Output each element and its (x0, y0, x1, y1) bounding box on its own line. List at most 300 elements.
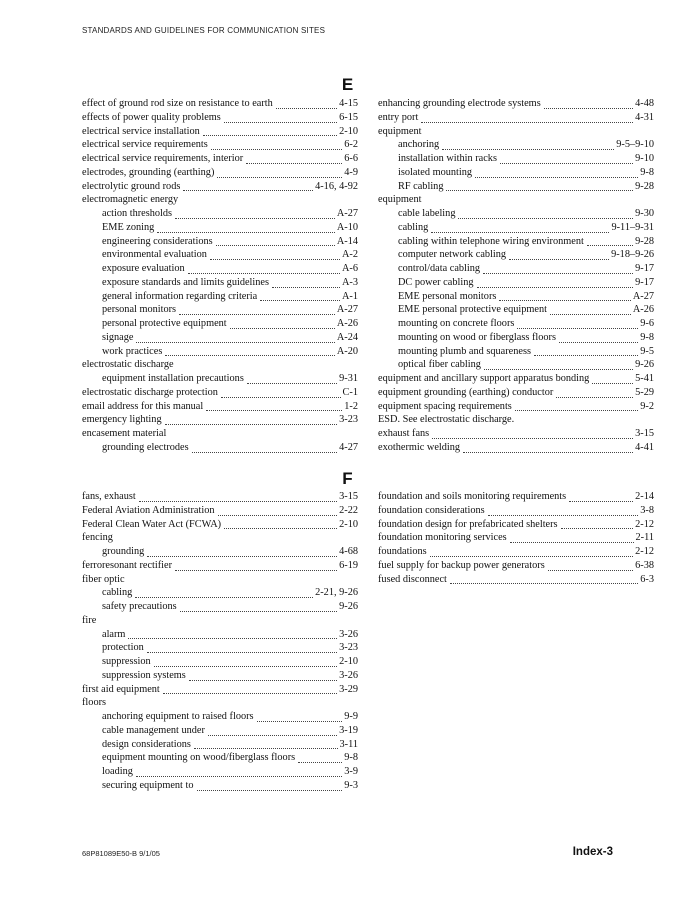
dot-leader (139, 491, 337, 502)
index-subentry (82, 345, 358, 359)
index-term: loading (102, 766, 133, 777)
index-term: environmental evaluation (102, 249, 207, 261)
index-term: entry port (378, 111, 419, 123)
index-page-ref: 9-31 (339, 373, 358, 384)
index-subentry (378, 248, 654, 262)
index-page-ref: 9-5–9-10 (616, 139, 654, 151)
dot-leader (432, 428, 633, 439)
index-subentry (378, 276, 654, 290)
index-page-ref: 4-27 (339, 441, 358, 453)
index-page-ref: 6-3 (640, 573, 654, 585)
index-term: anchoring equipment to raised floors (102, 711, 254, 722)
index-subentry (82, 669, 358, 683)
dot-leader (484, 359, 633, 370)
dot-leader (421, 112, 633, 123)
index-term: encasement material (82, 428, 167, 439)
dot-leader (442, 139, 614, 150)
dot-leader (128, 628, 337, 639)
dot-leader (194, 738, 338, 749)
dot-leader (180, 601, 338, 612)
index-page-ref: A-24 (336, 331, 358, 343)
index-entry (82, 125, 358, 139)
dot-leader (203, 125, 337, 136)
index-term: ESD. See electrostatic discharge. (378, 414, 515, 426)
index-column-e-right (378, 97, 654, 455)
index-term: equipment and ancillary support apparatus bonding (378, 373, 590, 384)
index-entry (82, 138, 358, 152)
dot-leader (216, 235, 335, 246)
index-subentry (82, 235, 358, 249)
index-page-ref: 9-6 (640, 318, 654, 329)
dot-leader (175, 208, 335, 219)
index-term: safety precautions (102, 601, 177, 612)
dot-leader (188, 263, 340, 274)
index-page-ref: 9-17 (635, 276, 654, 288)
dot-leader (477, 277, 634, 288)
index-subentry (82, 207, 358, 221)
dot-leader (446, 180, 633, 191)
index-entry (82, 683, 358, 697)
index-entry (82, 614, 358, 628)
index-subentry (82, 710, 358, 724)
index-entry (82, 166, 358, 180)
index-term: installation within racks (398, 153, 497, 164)
index-subentry (82, 600, 358, 614)
index-term: electrical service installation (82, 125, 200, 137)
dot-leader (500, 153, 633, 164)
index-term: isolated mounting (398, 166, 473, 178)
index-entry (378, 573, 654, 587)
index-term: work practices (102, 345, 163, 357)
index-term: personal protective equipment (102, 318, 227, 329)
index-page-ref: 4-15 (339, 98, 358, 109)
index-term: grounding electrodes (102, 441, 189, 453)
index-term: electrostatic discharge protection (82, 386, 218, 398)
dot-leader (136, 766, 342, 777)
dot-leader (430, 546, 634, 557)
index-subentry (82, 641, 358, 655)
index-page-ref: C-1 (342, 386, 358, 398)
index-entry (82, 573, 358, 587)
index-subentry (378, 152, 654, 166)
index-term: DC power cabling (398, 276, 474, 288)
index-term: engineering considerations (102, 235, 213, 247)
dot-leader (450, 573, 638, 584)
dot-leader (175, 560, 337, 571)
index-term: enhancing grounding electrode systems (378, 98, 541, 109)
dot-leader (458, 208, 633, 219)
index-term: electrical service requirements (82, 139, 208, 151)
dot-leader (147, 642, 337, 653)
index-column-e-left (82, 97, 358, 455)
index-term: suppression (102, 656, 151, 667)
index-subentry (82, 303, 358, 317)
index-subentry (378, 290, 654, 304)
index-term: EME zoning (102, 221, 155, 233)
index-column-f-left (82, 490, 358, 793)
index-term: electrostatic discharge (82, 359, 174, 371)
index-page-ref: 5-41 (635, 373, 654, 384)
index-term: equipment (378, 194, 422, 206)
index-page-ref: A-27 (336, 304, 358, 316)
index-term: fans, exhaust (82, 491, 136, 502)
index-page-ref: 2-14 (635, 491, 654, 502)
footer-doc-code: 68P81089E50-B 9/1/05 (82, 849, 160, 858)
index-page-ref: A-27 (632, 290, 654, 302)
index-subentry (82, 779, 358, 793)
dot-leader (224, 112, 337, 123)
index-term: Federal Clean Water Act (FCWA) (82, 518, 222, 530)
dot-leader (298, 752, 342, 763)
index-term: equipment installation precautions (102, 373, 244, 384)
index-term: emergency lighting (82, 414, 162, 426)
index-page-ref: 4-41 (635, 441, 654, 453)
index-page-ref: A-3 (341, 276, 358, 288)
dot-leader (192, 442, 337, 453)
dot-leader (136, 332, 334, 343)
index-subentry (378, 221, 654, 235)
dot-leader (221, 387, 341, 398)
index-subentry (378, 235, 654, 249)
index-subentry (82, 372, 358, 386)
index-page-ref: 6-38 (635, 559, 654, 571)
section-letter-f: F (342, 469, 353, 488)
index-entry (82, 696, 358, 710)
index-subentry (378, 345, 654, 359)
index-page-ref: 6-2 (344, 139, 358, 151)
index-page-ref: 9-9 (344, 711, 358, 722)
dot-leader (548, 560, 633, 571)
index-term: equipment spacing requirements (378, 400, 512, 412)
index-entry (82, 400, 358, 414)
dot-leader (431, 222, 609, 233)
index-subentry (82, 331, 358, 345)
index-subentry (82, 441, 358, 455)
index-term: control/data cabling (398, 263, 481, 274)
dot-leader (206, 400, 342, 411)
index-term: computer network cabling (398, 249, 507, 261)
index-page-ref: 9-5 (640, 345, 654, 357)
section-letter-e: E (341, 75, 354, 94)
dot-leader (475, 167, 638, 178)
index-page-ref: 9-8 (640, 166, 654, 178)
dot-leader (211, 139, 342, 150)
index-page-ref: A-10 (336, 221, 358, 233)
index-page-ref: 1-2 (344, 400, 358, 412)
dot-leader (257, 711, 343, 722)
dot-leader (260, 290, 340, 301)
dot-leader (559, 332, 638, 343)
index-term: foundation considerations (378, 504, 485, 516)
index-entry (82, 358, 358, 372)
index-term: email address for this manual (82, 400, 204, 412)
index-subentry (82, 317, 358, 331)
index-term: mounting plumb and squareness (398, 345, 531, 357)
index-term: mounting on concrete floors (398, 318, 515, 329)
index-term: electrodes, grounding (earthing) (82, 166, 215, 178)
dot-leader (230, 318, 335, 329)
index-page-ref: 5-29 (635, 386, 654, 398)
dot-leader (210, 249, 340, 260)
index-entry (82, 97, 358, 111)
index-subentry (82, 276, 358, 290)
index-entry (378, 193, 654, 207)
index-subentry (378, 317, 654, 331)
index-page-ref: A-1 (341, 290, 358, 302)
index-page-ref: 4-9 (344, 166, 358, 178)
index-page-ref: 9-3 (344, 779, 358, 791)
dot-leader (135, 587, 313, 598)
index-term: fiber optic (82, 573, 125, 585)
index-page-ref: 3-29 (339, 683, 358, 695)
dot-leader (165, 345, 335, 356)
index-term: securing equipment to (102, 779, 194, 791)
index-page-ref: A-26 (336, 318, 358, 329)
index-page-ref: 9-8 (344, 752, 358, 764)
dot-leader (488, 505, 639, 516)
index-term: anchoring (398, 139, 440, 151)
index-page-ref: 2-10 (339, 125, 358, 137)
index-page-ref: 2-11 (635, 532, 654, 544)
index-page-ref: 4-48 (635, 98, 654, 109)
index-term: cable labeling (398, 208, 456, 219)
index-page-ref: 9-28 (635, 180, 654, 192)
index-page-ref: 9-17 (635, 263, 654, 274)
index-entry (82, 180, 358, 194)
index-entry (82, 386, 358, 400)
index-term: EME personal monitors (398, 290, 497, 302)
dot-leader (197, 780, 343, 791)
index-entry (378, 97, 654, 111)
index-page-ref: 2-10 (339, 656, 358, 667)
index-term: cabling (102, 587, 133, 599)
dot-leader (154, 656, 338, 667)
index-term: cabling (398, 221, 429, 233)
index-page-ref: 6-19 (339, 559, 358, 571)
index-page-ref: 9-30 (635, 208, 654, 219)
index-page-ref: 4-31 (635, 111, 654, 123)
dot-leader (157, 222, 334, 233)
index-entry (378, 531, 654, 545)
index-page-ref: 6-15 (339, 111, 358, 123)
dot-leader (179, 304, 335, 315)
index-page-ref: 2-21, 9-26 (315, 587, 358, 599)
index-page-ref: 4-68 (339, 546, 358, 557)
dot-leader (510, 532, 634, 543)
index-term: Federal Aviation Administration (82, 504, 215, 516)
index-subentry (82, 586, 358, 600)
index-subentry (378, 180, 654, 194)
index-term: action thresholds (102, 208, 173, 219)
dot-leader (569, 491, 633, 502)
index-subentry (82, 738, 358, 752)
index-column-f-right (378, 490, 654, 586)
dot-leader (163, 683, 337, 694)
index-term: equipment (378, 125, 422, 137)
index-entry (82, 518, 358, 532)
index-term: fuel supply for backup power generators (378, 559, 545, 571)
index-term: alarm (102, 628, 126, 640)
index-subentry (378, 358, 654, 372)
index-entry (378, 504, 654, 518)
index-subentry (82, 724, 358, 738)
index-page-ref: 2-22 (339, 504, 358, 516)
index-page-ref: A-26 (632, 304, 654, 316)
index-term: foundation monitoring services (378, 532, 507, 544)
index-subentry (82, 262, 358, 276)
dot-leader (483, 263, 633, 274)
index-page-ref: 3-19 (339, 724, 358, 736)
dot-leader (561, 518, 634, 529)
dot-leader (517, 318, 638, 329)
index-subentry (82, 221, 358, 235)
dot-leader (509, 249, 609, 260)
index-page-ref: 6-6 (344, 153, 358, 164)
index-term: electrical service requirements, interior (82, 153, 244, 164)
index-entry (378, 545, 654, 559)
index-term: ferroresonant rectifier (82, 559, 173, 571)
index-entry (378, 559, 654, 573)
index-entry (378, 386, 654, 400)
index-term: electrolytic ground rods (82, 180, 181, 192)
index-term: floors (82, 697, 107, 709)
index-page-ref: 3-11 (339, 738, 358, 750)
dot-leader (217, 167, 342, 178)
index-entry (378, 518, 654, 532)
index-subentry (378, 331, 654, 345)
dot-leader (183, 180, 313, 191)
index-term: foundation and soils monitoring requirements (378, 491, 567, 502)
dot-leader (534, 345, 638, 356)
dot-leader (587, 235, 633, 246)
index-page-ref: 9-2 (640, 400, 654, 412)
index-page-ref: A-27 (336, 208, 358, 219)
index-term: equipment grounding (earthing) conductor (378, 386, 554, 398)
index-page-ref: 2-12 (635, 546, 654, 557)
index-page-ref: 2-10 (339, 518, 358, 530)
index-page-ref: A-14 (336, 235, 358, 247)
index-term: effect of ground rod size on resistance to earth (82, 98, 273, 109)
dot-leader (499, 290, 630, 301)
index-entry (82, 531, 358, 545)
index-entry (82, 413, 358, 427)
index-term: personal monitors (102, 304, 177, 316)
index-entry (378, 125, 654, 139)
dot-leader (272, 277, 340, 288)
dot-leader (147, 546, 337, 557)
index-entry (82, 490, 358, 504)
dot-leader (550, 304, 631, 315)
index-term: fencing (82, 532, 113, 544)
dot-leader (208, 725, 337, 736)
index-term: suppression systems (102, 669, 186, 681)
index-page-ref: 9-26 (339, 601, 358, 612)
index-page-ref: 3-15 (635, 428, 654, 439)
index-subentry (82, 628, 358, 642)
index-subentry (378, 262, 654, 276)
index-page-ref: 3-26 (339, 669, 358, 681)
index-term: protection (102, 642, 144, 654)
index-entry (82, 193, 358, 207)
index-term: foundation design for prefabricated shelters (378, 518, 558, 530)
index-page-ref: 9-28 (635, 235, 654, 247)
dot-leader (544, 98, 633, 109)
index-subentry (82, 290, 358, 304)
index-term: fused disconnect (378, 573, 447, 585)
index-page-ref: 9-18–9-26 (611, 249, 654, 261)
index-page-ref: 9-26 (635, 359, 654, 371)
index-term: cable management under (102, 724, 205, 736)
index-term: exhaust fans (378, 428, 430, 439)
index-entry (378, 372, 654, 386)
index-term: exposure standards and limits guidelines (102, 276, 270, 288)
index-term: fire (82, 614, 97, 626)
index-subentry (82, 751, 358, 765)
index-term: design considerations (102, 738, 191, 750)
dot-leader (218, 505, 338, 516)
dot-leader (463, 442, 633, 453)
index-term: effects of power quality problems (82, 111, 221, 123)
index-subentry (82, 248, 358, 262)
index-term: first aid equipment (82, 683, 160, 695)
index-subentry (82, 545, 358, 559)
index-page-ref: A-20 (336, 345, 358, 357)
dot-leader (224, 518, 337, 529)
index-term: optical fiber cabling (398, 359, 481, 371)
index-term: EME personal protective equipment (398, 304, 547, 316)
index-page-ref: 3-26 (339, 628, 358, 640)
index-entry (378, 413, 654, 427)
index-entry (378, 441, 654, 455)
index-page-ref: A-6 (341, 263, 358, 274)
index-term: electromagnetic energy (82, 194, 179, 206)
index-page-ref: 2-12 (635, 518, 654, 530)
index-subentry (82, 655, 358, 669)
dot-leader (246, 153, 342, 164)
index-entry (82, 427, 358, 441)
dot-leader (556, 387, 633, 398)
dot-leader (592, 373, 633, 384)
index-page-ref: 3-8 (640, 504, 654, 516)
index-page-ref: 3-23 (339, 642, 358, 654)
index-subentry (378, 138, 654, 152)
index-term: exposure evaluation (102, 263, 185, 274)
dot-leader (247, 373, 337, 384)
dot-leader (276, 98, 337, 109)
index-subentry (82, 765, 358, 779)
index-entry (378, 490, 654, 504)
index-page-ref: 3-23 (339, 414, 358, 426)
dot-leader (165, 414, 338, 425)
index-page-ref: 3-9 (344, 766, 358, 777)
index-entry (378, 111, 654, 125)
index-page-ref: 3-15 (339, 491, 358, 502)
index-entry (82, 111, 358, 125)
index-subentry (378, 303, 654, 317)
index-entry (82, 559, 358, 573)
index-term: grounding (102, 546, 145, 557)
index-entry (378, 427, 654, 441)
index-term: general information regarding criteria (102, 290, 258, 302)
index-page-ref: 9-10 (635, 153, 654, 164)
index-term: cabling within telephone wiring environment (398, 235, 584, 247)
dot-leader (189, 670, 337, 681)
index-term: signage (102, 331, 134, 343)
index-term: mounting on wood or fiberglass floors (398, 331, 556, 343)
index-entry (378, 400, 654, 414)
index-entry (82, 152, 358, 166)
index-term: foundations (378, 546, 427, 557)
